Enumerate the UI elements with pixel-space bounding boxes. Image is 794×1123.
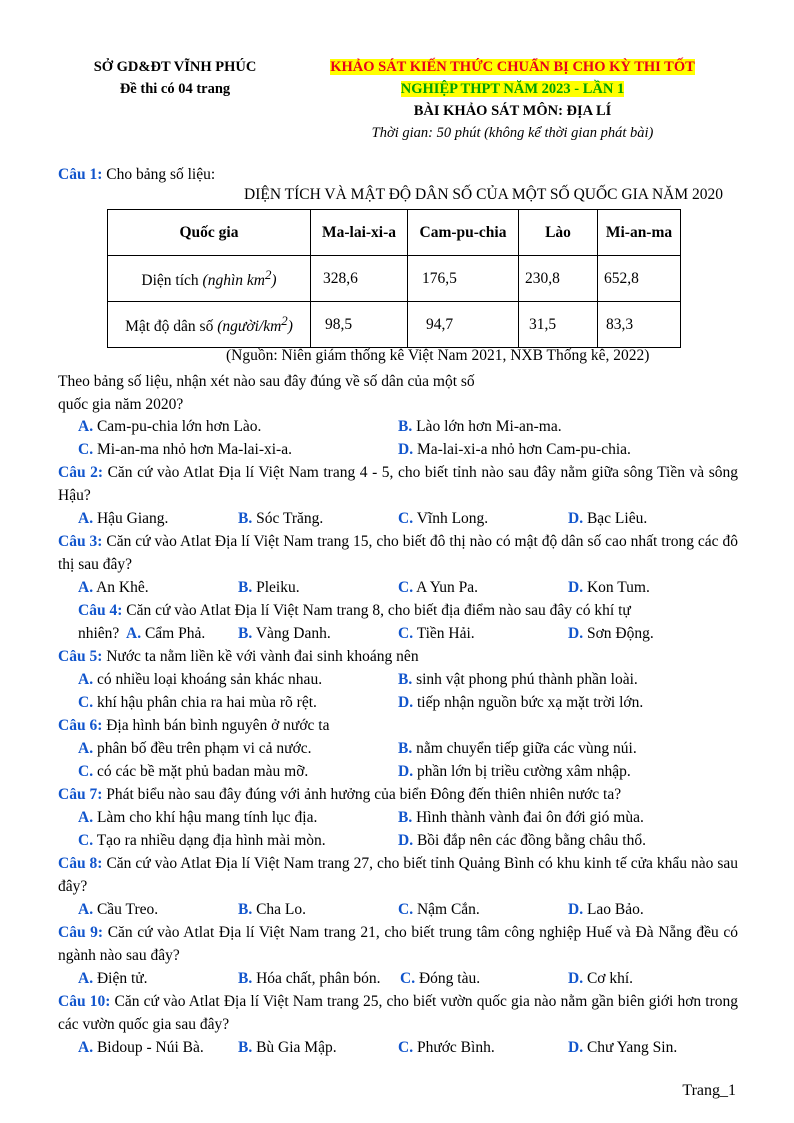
- option-text: Vĩnh Long.: [416, 510, 489, 527]
- option-letter: C.: [78, 832, 94, 849]
- row-unit-end: ): [271, 272, 277, 290]
- option-letter: C.: [398, 579, 414, 596]
- option-letter: D.: [568, 579, 584, 596]
- row-label-text: Diện tích: [141, 272, 203, 290]
- option-letter: B.: [398, 740, 413, 757]
- table-row: [108, 302, 681, 348]
- option-text: Pleiku.: [256, 579, 300, 596]
- table-header-cell: Ma-lai-xi-a: [311, 210, 408, 256]
- table-cell: 328,6: [311, 256, 408, 302]
- option-c[interactable]: [398, 898, 480, 921]
- option-text: có các bề mặt phủ badan màu mỡ.: [96, 763, 309, 780]
- option-row: [78, 576, 738, 599]
- option-a[interactable]: [78, 507, 168, 530]
- table-cell: 31,5: [519, 302, 598, 348]
- option-text: Điện tử.: [96, 970, 148, 987]
- table-cell: 230,8: [519, 256, 598, 302]
- header-left: [60, 56, 290, 100]
- option-letter: B.: [238, 970, 253, 987]
- option-row: [78, 737, 738, 760]
- option-d[interactable]: [398, 691, 643, 714]
- option-letter: C.: [398, 1039, 414, 1056]
- question-7: [58, 783, 738, 806]
- option-text: Mi-an-ma nhỏ hơn Ma-lai-xi-a.: [96, 441, 292, 458]
- option-letter: B.: [238, 901, 253, 918]
- option-c[interactable]: [78, 438, 292, 461]
- option-text: Sơn Động.: [586, 625, 654, 642]
- option-text: Lào lớn hơn Mi-an-ma.: [416, 418, 562, 435]
- option-text: Cơ khí.: [586, 970, 634, 987]
- table-row-label: [108, 302, 311, 348]
- option-letter: A.: [78, 901, 94, 918]
- option-letter: A.: [78, 579, 94, 596]
- table-cell: 176,5: [408, 256, 519, 302]
- option-text: Đóng tàu.: [418, 970, 481, 987]
- question-text: Nước ta nằm liền kề với vành đai sinh khoáng nên: [106, 648, 419, 665]
- option-letter: D.: [568, 901, 584, 918]
- question-label: Câu 2:: [58, 464, 104, 481]
- option-d[interactable]: [568, 898, 644, 921]
- option-d[interactable]: [568, 967, 633, 990]
- table-row: [108, 256, 681, 302]
- question-text: Theo bảng số liệu, nhận xét nào sau đây đúng về số dân của một số: [58, 373, 475, 390]
- question-6: [58, 714, 738, 737]
- option-text: tiếp nhận nguồn bức xạ mặt trời lớn.: [416, 694, 644, 711]
- option-text: Tiền Hải.: [416, 625, 475, 642]
- option-row: [78, 668, 738, 691]
- question-8: [58, 852, 738, 898]
- option-letter: B.: [238, 1039, 253, 1056]
- option-a[interactable]: [78, 737, 312, 760]
- table-header-cell: Quốc gia: [108, 210, 311, 256]
- table-header-row: [108, 210, 681, 256]
- option-text: Sóc Trăng.: [256, 510, 324, 527]
- option-text: Cam-pu-chia lớn hơn Lào.: [96, 418, 262, 435]
- option-text: Vàng Danh.: [255, 625, 331, 642]
- option-b[interactable]: [238, 507, 323, 530]
- option-d[interactable]: [568, 622, 654, 645]
- option-a[interactable]: [78, 576, 149, 599]
- option-letter: D.: [398, 832, 414, 849]
- option-a[interactable]: [78, 967, 148, 990]
- option-b[interactable]: [238, 898, 306, 921]
- table-header-cell: Cam-pu-chia: [408, 210, 519, 256]
- option-row: [78, 829, 738, 852]
- option-d[interactable]: [398, 829, 646, 852]
- option-text: phần lớn bị triều cường xâm nhập.: [416, 763, 631, 780]
- table-cell: 98,5: [311, 302, 408, 348]
- option-text: Hình thành vành đai ôn đới gió mùa.: [416, 809, 644, 826]
- option-c[interactable]: [400, 967, 480, 990]
- question-text: Căn cứ vào Atlat Địa lí Việt Nam trang 21, cho biết trung tâm công nghiệp Huế và Đà Nẵng đều có ngành nào sau đây?: [58, 924, 739, 964]
- question-label: Câu 9:: [58, 924, 104, 941]
- question-label: Câu 3:: [58, 533, 103, 550]
- option-letter: B.: [398, 418, 413, 435]
- option-text: Cầu Treo.: [96, 901, 159, 918]
- org-name: SỞ GD&ĐT VĨNH PHÚC: [93, 59, 257, 75]
- question-text: Căn cứ vào Atlat Địa lí Việt Nam trang 8, cho biết địa điểm nào sau đây có khí tự: [126, 602, 631, 619]
- option-text: khí hậu phân chia ra hai mùa rõ rệt.: [96, 694, 317, 711]
- exam-title-line1: KHẢO SÁT KIẾN THỨC CHUẨN BỊ CHO KỲ THI TỐT: [330, 59, 695, 75]
- row-unit: (nghìn km: [202, 272, 265, 290]
- option-letter: D.: [568, 970, 584, 987]
- question-text: Căn cứ vào Atlat Địa lí Việt Nam trang 4 - 5, cho biết tỉnh nào sau đây nằm giữa sông Tiền và sông Hậu?: [58, 464, 738, 504]
- table-cell: 94,7: [408, 302, 519, 348]
- option-row: [78, 438, 738, 461]
- option-letter: B.: [238, 625, 253, 642]
- option-text: Chư Yang Sin.: [586, 1039, 678, 1056]
- option-letter: B.: [398, 809, 413, 826]
- option-a[interactable]: [78, 415, 261, 438]
- option-text: A Yun Pa.: [416, 579, 478, 596]
- option-b[interactable]: [238, 1036, 337, 1059]
- option-letter: A.: [78, 740, 94, 757]
- option-a[interactable]: [78, 806, 317, 829]
- option-row: [78, 1036, 738, 1059]
- option-letter: A.: [78, 510, 94, 527]
- question-label: Câu 8:: [58, 855, 103, 872]
- option-c[interactable]: [398, 507, 488, 530]
- pages-note: Đề thi có 04 trang: [119, 81, 231, 97]
- row-unit-sup: 2: [264, 266, 272, 282]
- option-text: Bidoup - Núi Bà.: [96, 1039, 204, 1056]
- option-letter: C.: [400, 970, 416, 987]
- question-text: Căn cứ vào Atlat Địa lí Việt Nam trang 15, cho biết đô thị nào có mật độ dân số cao nhất trong các đô thị sau đây?: [58, 533, 738, 573]
- page-number: Trang_1: [682, 1082, 736, 1099]
- option-b[interactable]: [398, 415, 562, 438]
- option-letter: D.: [398, 763, 414, 780]
- option-row: [78, 967, 738, 990]
- header-right: [300, 56, 725, 144]
- table-header-cell: Lào: [519, 210, 598, 256]
- option-text: An Khê.: [96, 579, 149, 596]
- option-letter: D.: [398, 694, 414, 711]
- question-text: quốc gia năm 2020?: [58, 396, 184, 413]
- option-text: Hậu Giang.: [96, 510, 169, 527]
- option-b[interactable]: [238, 967, 381, 990]
- option-letter: A.: [126, 625, 142, 642]
- option-a[interactable]: [78, 668, 322, 691]
- option-b[interactable]: [398, 737, 637, 760]
- option-letter: A.: [78, 418, 94, 435]
- option-b[interactable]: [398, 668, 638, 691]
- option-text: nằm chuyển tiếp giữa các vùng núi.: [416, 740, 637, 757]
- option-letter: C.: [398, 625, 414, 642]
- option-letter: B.: [398, 671, 413, 688]
- option-text: phân bố đều trên phạm vi cả nước.: [96, 740, 312, 757]
- question-1: [58, 163, 738, 186]
- option-letter: B.: [238, 579, 253, 596]
- question-label: Câu 6:: [58, 717, 103, 734]
- question-label: Câu 4:: [78, 602, 123, 619]
- option-a[interactable]: [78, 898, 158, 921]
- question-5: [58, 645, 738, 668]
- option-b[interactable]: [238, 622, 331, 645]
- option-row: [78, 806, 738, 829]
- question-label: Câu 1:: [58, 166, 103, 183]
- exam-time: Thời gian: 50 phút (không kể thời gian phát bài): [371, 125, 654, 141]
- question-text: Căn cứ vào Atlat Địa lí Việt Nam trang 27, cho biết tỉnh Quảng Bình có khu kinh tế cửa khẩu nào sau đây?: [58, 855, 738, 895]
- option-letter: D.: [568, 510, 584, 527]
- option-text: Bù Gia Mập.: [256, 1039, 337, 1056]
- question-text: Phát biểu nào sau đây đúng với ảnh hưởng của biển Đông đến thiên nhiên nước ta?: [106, 786, 622, 803]
- option-c[interactable]: [78, 829, 326, 852]
- question-2: [58, 461, 738, 507]
- question-label: Câu 10:: [58, 993, 111, 1010]
- question-1-prompt: [58, 370, 738, 416]
- option-letter: C.: [398, 510, 414, 527]
- option-text: Cha Lo.: [256, 901, 307, 918]
- table-header-cell: Mi-an-ma: [598, 210, 681, 256]
- option-letter: B.: [238, 510, 253, 527]
- option-c[interactable]: [398, 622, 475, 645]
- table-title: DIỆN TÍCH VÀ MẬT ĐỘ DÂN SỐ CỦA MỘT SỐ QUỐC GIA NĂM 2020: [244, 186, 723, 203]
- option-a[interactable]: [126, 622, 205, 645]
- option-d[interactable]: [398, 438, 631, 461]
- option-text: Lao Bảo.: [586, 901, 644, 918]
- table-cell: 83,3: [598, 302, 681, 348]
- option-text: Làm cho khí hậu mang tính lục địa.: [96, 809, 318, 826]
- option-c[interactable]: [398, 576, 478, 599]
- option-letter: A.: [78, 671, 94, 688]
- option-c[interactable]: [398, 1036, 495, 1059]
- option-b[interactable]: [398, 806, 644, 829]
- question-text: Căn cứ vào Atlat Địa lí Việt Nam trang 25, cho biết vườn quốc gia nào nằm gần biên giới hơn trong các vườn quốc gia sau đây?: [58, 993, 739, 1033]
- option-letter: A.: [78, 970, 94, 987]
- option-row: [78, 760, 738, 783]
- option-c[interactable]: [78, 760, 308, 783]
- question-text: nhiên?: [78, 625, 120, 642]
- option-text: Kon Tum.: [586, 579, 650, 596]
- option-row: [78, 507, 738, 530]
- table-source: (Nguồn: Niên giám thống kê Việt Nam 2021, NXB Thống kê, 2022): [226, 347, 650, 364]
- option-letter: A.: [78, 1039, 94, 1056]
- option-d[interactable]: [568, 507, 647, 530]
- option-letter: C.: [398, 901, 414, 918]
- option-letter: D.: [398, 441, 414, 458]
- option-a[interactable]: [78, 1036, 204, 1059]
- option-letter: C.: [78, 441, 94, 458]
- option-letter: A.: [78, 809, 94, 826]
- option-b[interactable]: [238, 576, 300, 599]
- option-text: Bồi đắp nên các đồng bằng châu thổ.: [416, 832, 646, 849]
- option-text: sinh vật phong phú thành phần loài.: [416, 671, 638, 688]
- option-row: [78, 898, 738, 921]
- data-table: [107, 209, 681, 348]
- question-3: [58, 530, 738, 576]
- question-9: [58, 921, 738, 967]
- option-row: [78, 415, 738, 438]
- row-unit-end: ): [287, 318, 293, 336]
- option-text: Bạc Liêu.: [586, 510, 648, 527]
- exam-title-line2: NGHIỆP THPT NĂM 2023 - LẦN 1: [400, 81, 625, 97]
- option-d[interactable]: [398, 760, 631, 783]
- option-text: Hóa chất, phân bón.: [256, 970, 381, 987]
- option-c[interactable]: [78, 691, 317, 714]
- row-unit: (người/km: [217, 318, 282, 336]
- option-d[interactable]: [568, 576, 650, 599]
- option-letter: C.: [78, 694, 94, 711]
- option-row: [78, 622, 738, 645]
- question-text: Địa hình bán bình nguyên ở nước ta: [106, 717, 330, 734]
- question-text: Cho bảng số liệu:: [106, 166, 216, 183]
- option-d[interactable]: [568, 1036, 677, 1059]
- row-unit-sup: 2: [281, 312, 288, 328]
- option-text: Nậm Cắn.: [416, 901, 480, 918]
- option-letter: C.: [78, 763, 94, 780]
- question-4: [78, 599, 738, 622]
- question-label: Câu 5:: [58, 648, 103, 665]
- row-label-text: Mật độ dân số: [125, 318, 218, 336]
- option-letter: D.: [568, 1039, 584, 1056]
- table-cell: 652,8: [598, 256, 681, 302]
- option-text: Ma-lai-xi-a nhỏ hơn Cam-pu-chia.: [416, 441, 631, 458]
- question-10: [58, 990, 738, 1036]
- option-text: Cẩm Phả.: [144, 625, 206, 642]
- option-row: [78, 691, 738, 714]
- option-text: Phước Bình.: [416, 1039, 495, 1056]
- option-letter: D.: [568, 625, 584, 642]
- table-row-label: [108, 256, 311, 302]
- question-label: Câu 7:: [58, 786, 103, 803]
- option-text: có nhiều loại khoáng sản khác nhau.: [96, 671, 323, 688]
- option-text: Tạo ra nhiều dạng địa hình mài mòn.: [96, 832, 326, 849]
- subject-title: BÀI KHẢO SÁT MÔN: ĐỊA LÍ: [413, 103, 612, 119]
